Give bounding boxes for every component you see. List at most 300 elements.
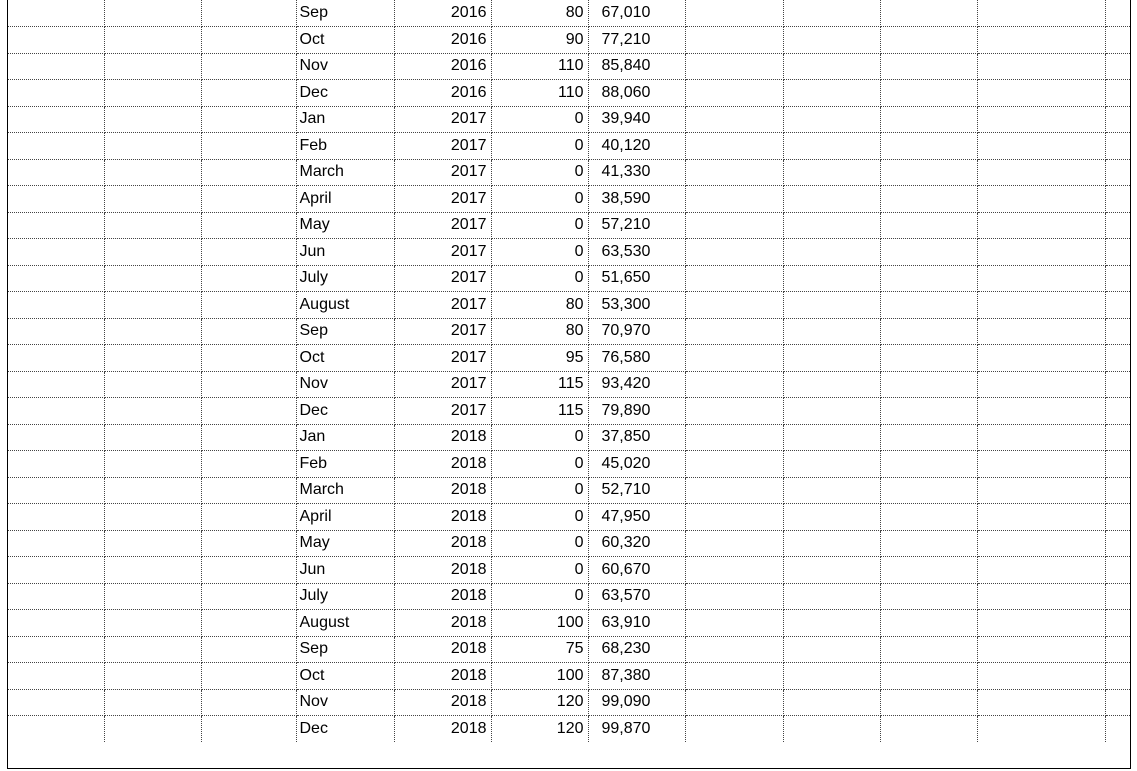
empty-cell[interactable]: [783, 133, 880, 160]
empty-cell[interactable]: [783, 610, 880, 637]
empty-cell[interactable]: [880, 53, 977, 80]
empty-cell[interactable]: [8, 212, 104, 239]
empty-cell[interactable]: [8, 477, 104, 504]
empty-cell[interactable]: [104, 689, 201, 716]
month-cell[interactable]: Nov: [296, 689, 394, 716]
year-cell[interactable]: 2017: [394, 265, 491, 292]
empty-cell[interactable]: [104, 557, 201, 584]
empty-cell[interactable]: [685, 583, 783, 610]
empty-cell[interactable]: [685, 318, 783, 345]
empty-cell[interactable]: [880, 80, 977, 107]
month-cell[interactable]: Jan: [296, 106, 394, 133]
empty-cell[interactable]: [104, 133, 201, 160]
empty-cell[interactable]: [1105, 636, 1130, 663]
empty-cell[interactable]: [104, 716, 201, 743]
empty-cell[interactable]: [201, 530, 296, 557]
empty-cell[interactable]: [783, 159, 880, 186]
year-cell[interactable]: 2017: [394, 371, 491, 398]
empty-cell[interactable]: [201, 451, 296, 478]
empty-cell[interactable]: [201, 106, 296, 133]
empty-cell[interactable]: [880, 159, 977, 186]
empty-cell[interactable]: [880, 636, 977, 663]
quantity-cell[interactable]: 110: [491, 53, 588, 80]
empty-cell[interactable]: [977, 663, 1105, 690]
empty-cell[interactable]: [880, 186, 977, 213]
empty-cell[interactable]: [8, 53, 104, 80]
empty-cell[interactable]: [783, 371, 880, 398]
year-cell[interactable]: 2016: [394, 53, 491, 80]
empty-cell[interactable]: [685, 636, 783, 663]
empty-cell[interactable]: [783, 451, 880, 478]
empty-cell[interactable]: [201, 636, 296, 663]
empty-cell[interactable]: [783, 689, 880, 716]
month-cell[interactable]: April: [296, 186, 394, 213]
empty-cell[interactable]: [1105, 106, 1130, 133]
quantity-cell[interactable]: 0: [491, 477, 588, 504]
empty-cell[interactable]: [685, 27, 783, 54]
empty-cell[interactable]: [783, 292, 880, 319]
empty-cell[interactable]: [977, 583, 1105, 610]
empty-cell[interactable]: [1105, 557, 1130, 584]
empty-cell[interactable]: [8, 530, 104, 557]
empty-cell[interactable]: [685, 80, 783, 107]
empty-cell[interactable]: [977, 451, 1105, 478]
empty-cell[interactable]: [977, 133, 1105, 160]
empty-cell[interactable]: [685, 716, 783, 743]
empty-cell[interactable]: [880, 106, 977, 133]
month-cell[interactable]: March: [296, 477, 394, 504]
amount-cell[interactable]: 60,670: [588, 557, 685, 584]
empty-cell[interactable]: [783, 557, 880, 584]
empty-cell[interactable]: [977, 265, 1105, 292]
empty-cell[interactable]: [977, 0, 1105, 27]
quantity-cell[interactable]: 0: [491, 239, 588, 266]
quantity-cell[interactable]: 110: [491, 80, 588, 107]
empty-cell[interactable]: [1105, 53, 1130, 80]
empty-cell[interactable]: [8, 292, 104, 319]
year-cell[interactable]: 2017: [394, 398, 491, 425]
empty-cell[interactable]: [8, 689, 104, 716]
empty-cell[interactable]: [104, 292, 201, 319]
empty-cell[interactable]: [201, 477, 296, 504]
empty-cell[interactable]: [1105, 477, 1130, 504]
amount-cell[interactable]: 57,210: [588, 212, 685, 239]
empty-cell[interactable]: [783, 239, 880, 266]
empty-cell[interactable]: [201, 133, 296, 160]
empty-cell[interactable]: [1105, 159, 1130, 186]
month-cell[interactable]: July: [296, 583, 394, 610]
empty-cell[interactable]: [977, 424, 1105, 451]
empty-cell[interactable]: [8, 663, 104, 690]
empty-cell[interactable]: [8, 398, 104, 425]
empty-cell[interactable]: [8, 557, 104, 584]
quantity-cell[interactable]: 80: [491, 292, 588, 319]
year-cell[interactable]: 2017: [394, 186, 491, 213]
amount-cell[interactable]: 40,120: [588, 133, 685, 160]
empty-cell[interactable]: [977, 398, 1105, 425]
empty-cell[interactable]: [201, 398, 296, 425]
empty-cell[interactable]: [104, 663, 201, 690]
empty-cell[interactable]: [201, 212, 296, 239]
amount-cell[interactable]: 38,590: [588, 186, 685, 213]
empty-cell[interactable]: [104, 345, 201, 372]
empty-cell[interactable]: [977, 106, 1105, 133]
year-cell[interactable]: 2016: [394, 27, 491, 54]
empty-cell[interactable]: [685, 133, 783, 160]
empty-cell[interactable]: [1105, 0, 1130, 27]
empty-cell[interactable]: [8, 451, 104, 478]
empty-cell[interactable]: [880, 265, 977, 292]
year-cell[interactable]: 2017: [394, 318, 491, 345]
empty-cell[interactable]: [977, 159, 1105, 186]
quantity-cell[interactable]: 100: [491, 663, 588, 690]
quantity-cell[interactable]: 115: [491, 398, 588, 425]
empty-cell[interactable]: [1105, 583, 1130, 610]
month-cell[interactable]: Sep: [296, 636, 394, 663]
empty-cell[interactable]: [880, 0, 977, 27]
empty-cell[interactable]: [201, 504, 296, 531]
empty-cell[interactable]: [977, 610, 1105, 637]
year-cell[interactable]: 2018: [394, 477, 491, 504]
empty-cell[interactable]: [104, 186, 201, 213]
empty-cell[interactable]: [201, 239, 296, 266]
empty-cell[interactable]: [977, 477, 1105, 504]
quantity-cell[interactable]: 0: [491, 186, 588, 213]
amount-cell[interactable]: 99,090: [588, 689, 685, 716]
empty-cell[interactable]: [685, 689, 783, 716]
empty-cell[interactable]: [685, 477, 783, 504]
empty-cell[interactable]: [1105, 318, 1130, 345]
empty-cell[interactable]: [783, 636, 880, 663]
amount-cell[interactable]: 99,870: [588, 716, 685, 743]
empty-cell[interactable]: [8, 716, 104, 743]
empty-cell[interactable]: [201, 0, 296, 27]
empty-cell[interactable]: [104, 0, 201, 27]
empty-cell[interactable]: [104, 239, 201, 266]
empty-cell[interactable]: [8, 80, 104, 107]
empty-cell[interactable]: [685, 265, 783, 292]
empty-cell[interactable]: [880, 583, 977, 610]
empty-cell[interactable]: [8, 610, 104, 637]
year-cell[interactable]: 2018: [394, 451, 491, 478]
amount-cell[interactable]: 45,020: [588, 451, 685, 478]
year-cell[interactable]: 2017: [394, 292, 491, 319]
year-cell[interactable]: 2018: [394, 530, 491, 557]
empty-cell[interactable]: [685, 663, 783, 690]
empty-cell[interactable]: [201, 610, 296, 637]
empty-cell[interactable]: [104, 477, 201, 504]
empty-cell[interactable]: [977, 345, 1105, 372]
month-cell[interactable]: March: [296, 159, 394, 186]
empty-cell[interactable]: [977, 636, 1105, 663]
empty-cell[interactable]: [201, 583, 296, 610]
empty-cell[interactable]: [1105, 530, 1130, 557]
month-cell[interactable]: Sep: [296, 318, 394, 345]
empty-cell[interactable]: [8, 106, 104, 133]
amount-cell[interactable]: 63,570: [588, 583, 685, 610]
month-cell[interactable]: May: [296, 530, 394, 557]
empty-cell[interactable]: [8, 318, 104, 345]
empty-cell[interactable]: [8, 265, 104, 292]
empty-cell[interactable]: [1105, 424, 1130, 451]
empty-cell[interactable]: [104, 27, 201, 54]
year-cell[interactable]: 2018: [394, 583, 491, 610]
empty-cell[interactable]: [880, 292, 977, 319]
empty-cell[interactable]: [1105, 689, 1130, 716]
empty-cell[interactable]: [104, 106, 201, 133]
empty-cell[interactable]: [8, 371, 104, 398]
quantity-cell[interactable]: 80: [491, 318, 588, 345]
month-cell[interactable]: Nov: [296, 53, 394, 80]
quantity-cell[interactable]: 75: [491, 636, 588, 663]
quantity-cell[interactable]: 90: [491, 27, 588, 54]
empty-cell[interactable]: [977, 186, 1105, 213]
month-cell[interactable]: Dec: [296, 716, 394, 743]
empty-cell[interactable]: [977, 689, 1105, 716]
quantity-cell[interactable]: 0: [491, 106, 588, 133]
empty-cell[interactable]: [880, 451, 977, 478]
empty-cell[interactable]: [685, 292, 783, 319]
year-cell[interactable]: 2018: [394, 716, 491, 743]
empty-cell[interactable]: [201, 557, 296, 584]
empty-cell[interactable]: [977, 716, 1105, 743]
empty-cell[interactable]: [880, 212, 977, 239]
year-cell[interactable]: 2016: [394, 0, 491, 27]
empty-cell[interactable]: [783, 186, 880, 213]
quantity-cell[interactable]: 0: [491, 504, 588, 531]
amount-cell[interactable]: 67,010: [588, 0, 685, 27]
month-cell[interactable]: Nov: [296, 371, 394, 398]
empty-cell[interactable]: [8, 0, 104, 27]
month-cell[interactable]: August: [296, 292, 394, 319]
empty-cell[interactable]: [685, 610, 783, 637]
quantity-cell[interactable]: 120: [491, 689, 588, 716]
empty-cell[interactable]: [1105, 265, 1130, 292]
empty-cell[interactable]: [880, 133, 977, 160]
empty-cell[interactable]: [685, 239, 783, 266]
empty-cell[interactable]: [783, 80, 880, 107]
empty-cell[interactable]: [977, 292, 1105, 319]
empty-cell[interactable]: [104, 583, 201, 610]
empty-cell[interactable]: [880, 239, 977, 266]
month-cell[interactable]: Feb: [296, 133, 394, 160]
empty-cell[interactable]: [783, 0, 880, 27]
empty-cell[interactable]: [104, 371, 201, 398]
empty-cell[interactable]: [1105, 133, 1130, 160]
quantity-cell[interactable]: 0: [491, 583, 588, 610]
empty-cell[interactable]: [685, 186, 783, 213]
empty-cell[interactable]: [201, 371, 296, 398]
quantity-cell[interactable]: 0: [491, 557, 588, 584]
empty-cell[interactable]: [8, 583, 104, 610]
empty-cell[interactable]: [201, 159, 296, 186]
empty-cell[interactable]: [8, 133, 104, 160]
empty-cell[interactable]: [201, 689, 296, 716]
empty-cell[interactable]: [783, 27, 880, 54]
empty-cell[interactable]: [8, 504, 104, 531]
amount-cell[interactable]: 79,890: [588, 398, 685, 425]
empty-cell[interactable]: [880, 398, 977, 425]
month-cell[interactable]: May: [296, 212, 394, 239]
empty-cell[interactable]: [8, 186, 104, 213]
year-cell[interactable]: 2018: [394, 557, 491, 584]
empty-cell[interactable]: [880, 663, 977, 690]
amount-cell[interactable]: 68,230: [588, 636, 685, 663]
empty-cell[interactable]: [685, 159, 783, 186]
empty-cell[interactable]: [880, 27, 977, 54]
month-cell[interactable]: April: [296, 504, 394, 531]
amount-cell[interactable]: 76,580: [588, 345, 685, 372]
quantity-cell[interactable]: 120: [491, 716, 588, 743]
empty-cell[interactable]: [201, 53, 296, 80]
amount-cell[interactable]: 52,710: [588, 477, 685, 504]
empty-cell[interactable]: [8, 159, 104, 186]
empty-cell[interactable]: [201, 424, 296, 451]
empty-cell[interactable]: [880, 345, 977, 372]
amount-cell[interactable]: 37,850: [588, 424, 685, 451]
amount-cell[interactable]: 77,210: [588, 27, 685, 54]
empty-cell[interactable]: [104, 398, 201, 425]
quantity-cell[interactable]: 100: [491, 610, 588, 637]
quantity-cell[interactable]: 0: [491, 265, 588, 292]
quantity-cell[interactable]: 80: [491, 0, 588, 27]
empty-cell[interactable]: [783, 716, 880, 743]
empty-cell[interactable]: [104, 80, 201, 107]
empty-cell[interactable]: [1105, 663, 1130, 690]
month-cell[interactable]: July: [296, 265, 394, 292]
empty-cell[interactable]: [783, 663, 880, 690]
year-cell[interactable]: 2018: [394, 689, 491, 716]
empty-cell[interactable]: [104, 530, 201, 557]
empty-cell[interactable]: [1105, 27, 1130, 54]
empty-cell[interactable]: [880, 504, 977, 531]
empty-cell[interactable]: [783, 530, 880, 557]
empty-cell[interactable]: [104, 424, 201, 451]
empty-cell[interactable]: [8, 27, 104, 54]
year-cell[interactable]: 2018: [394, 504, 491, 531]
month-cell[interactable]: Dec: [296, 80, 394, 107]
empty-cell[interactable]: [201, 292, 296, 319]
empty-cell[interactable]: [880, 689, 977, 716]
year-cell[interactable]: 2017: [394, 133, 491, 160]
empty-cell[interactable]: [783, 53, 880, 80]
empty-cell[interactable]: [104, 504, 201, 531]
amount-cell[interactable]: 87,380: [588, 663, 685, 690]
empty-cell[interactable]: [685, 530, 783, 557]
month-cell[interactable]: Feb: [296, 451, 394, 478]
empty-cell[interactable]: [1105, 186, 1130, 213]
month-cell[interactable]: Jun: [296, 239, 394, 266]
empty-cell[interactable]: [104, 159, 201, 186]
quantity-cell[interactable]: 0: [491, 451, 588, 478]
amount-cell[interactable]: 70,970: [588, 318, 685, 345]
empty-cell[interactable]: [880, 557, 977, 584]
empty-cell[interactable]: [880, 371, 977, 398]
empty-cell[interactable]: [783, 106, 880, 133]
empty-cell[interactable]: [685, 53, 783, 80]
empty-cell[interactable]: [201, 186, 296, 213]
empty-cell[interactable]: [685, 106, 783, 133]
empty-cell[interactable]: [1105, 451, 1130, 478]
empty-cell[interactable]: [880, 716, 977, 743]
empty-cell[interactable]: [8, 345, 104, 372]
empty-cell[interactable]: [1105, 504, 1130, 531]
empty-cell[interactable]: [977, 530, 1105, 557]
amount-cell[interactable]: 47,950: [588, 504, 685, 531]
empty-cell[interactable]: [783, 504, 880, 531]
empty-cell[interactable]: [977, 557, 1105, 584]
empty-cell[interactable]: [1105, 610, 1130, 637]
empty-cell[interactable]: [685, 371, 783, 398]
empty-cell[interactable]: [201, 318, 296, 345]
empty-cell[interactable]: [104, 636, 201, 663]
empty-cell[interactable]: [783, 424, 880, 451]
empty-cell[interactable]: [977, 53, 1105, 80]
quantity-cell[interactable]: 115: [491, 371, 588, 398]
year-cell[interactable]: 2018: [394, 663, 491, 690]
empty-cell[interactable]: [201, 716, 296, 743]
quantity-cell[interactable]: 0: [491, 424, 588, 451]
quantity-cell[interactable]: 0: [491, 159, 588, 186]
year-cell[interactable]: 2018: [394, 424, 491, 451]
empty-cell[interactable]: [685, 451, 783, 478]
year-cell[interactable]: 2017: [394, 239, 491, 266]
empty-cell[interactable]: [977, 239, 1105, 266]
empty-cell[interactable]: [201, 663, 296, 690]
amount-cell[interactable]: 39,940: [588, 106, 685, 133]
amount-cell[interactable]: 53,300: [588, 292, 685, 319]
amount-cell[interactable]: 85,840: [588, 53, 685, 80]
empty-cell[interactable]: [685, 0, 783, 27]
empty-cell[interactable]: [201, 265, 296, 292]
month-cell[interactable]: Jan: [296, 424, 394, 451]
empty-cell[interactable]: [880, 610, 977, 637]
empty-cell[interactable]: [977, 80, 1105, 107]
empty-cell[interactable]: [977, 27, 1105, 54]
month-cell[interactable]: Oct: [296, 27, 394, 54]
empty-cell[interactable]: [880, 318, 977, 345]
year-cell[interactable]: 2017: [394, 159, 491, 186]
empty-cell[interactable]: [783, 477, 880, 504]
empty-cell[interactable]: [1105, 345, 1130, 372]
empty-cell[interactable]: [201, 27, 296, 54]
amount-cell[interactable]: 41,330: [588, 159, 685, 186]
empty-cell[interactable]: [1105, 239, 1130, 266]
empty-cell[interactable]: [783, 265, 880, 292]
empty-cell[interactable]: [104, 451, 201, 478]
year-cell[interactable]: 2018: [394, 610, 491, 637]
empty-cell[interactable]: [783, 212, 880, 239]
empty-cell[interactable]: [1105, 212, 1130, 239]
amount-cell[interactable]: 88,060: [588, 80, 685, 107]
quantity-cell[interactable]: 0: [491, 133, 588, 160]
quantity-cell[interactable]: 0: [491, 212, 588, 239]
empty-cell[interactable]: [104, 212, 201, 239]
month-cell[interactable]: Jun: [296, 557, 394, 584]
month-cell[interactable]: Sep: [296, 0, 394, 27]
empty-cell[interactable]: [880, 424, 977, 451]
year-cell[interactable]: 2017: [394, 212, 491, 239]
empty-cell[interactable]: [1105, 80, 1130, 107]
empty-cell[interactable]: [8, 636, 104, 663]
empty-cell[interactable]: [1105, 292, 1130, 319]
amount-cell[interactable]: 60,320: [588, 530, 685, 557]
empty-cell[interactable]: [880, 530, 977, 557]
empty-cell[interactable]: [977, 371, 1105, 398]
year-cell[interactable]: 2017: [394, 106, 491, 133]
empty-cell[interactable]: [8, 424, 104, 451]
month-cell[interactable]: Oct: [296, 663, 394, 690]
